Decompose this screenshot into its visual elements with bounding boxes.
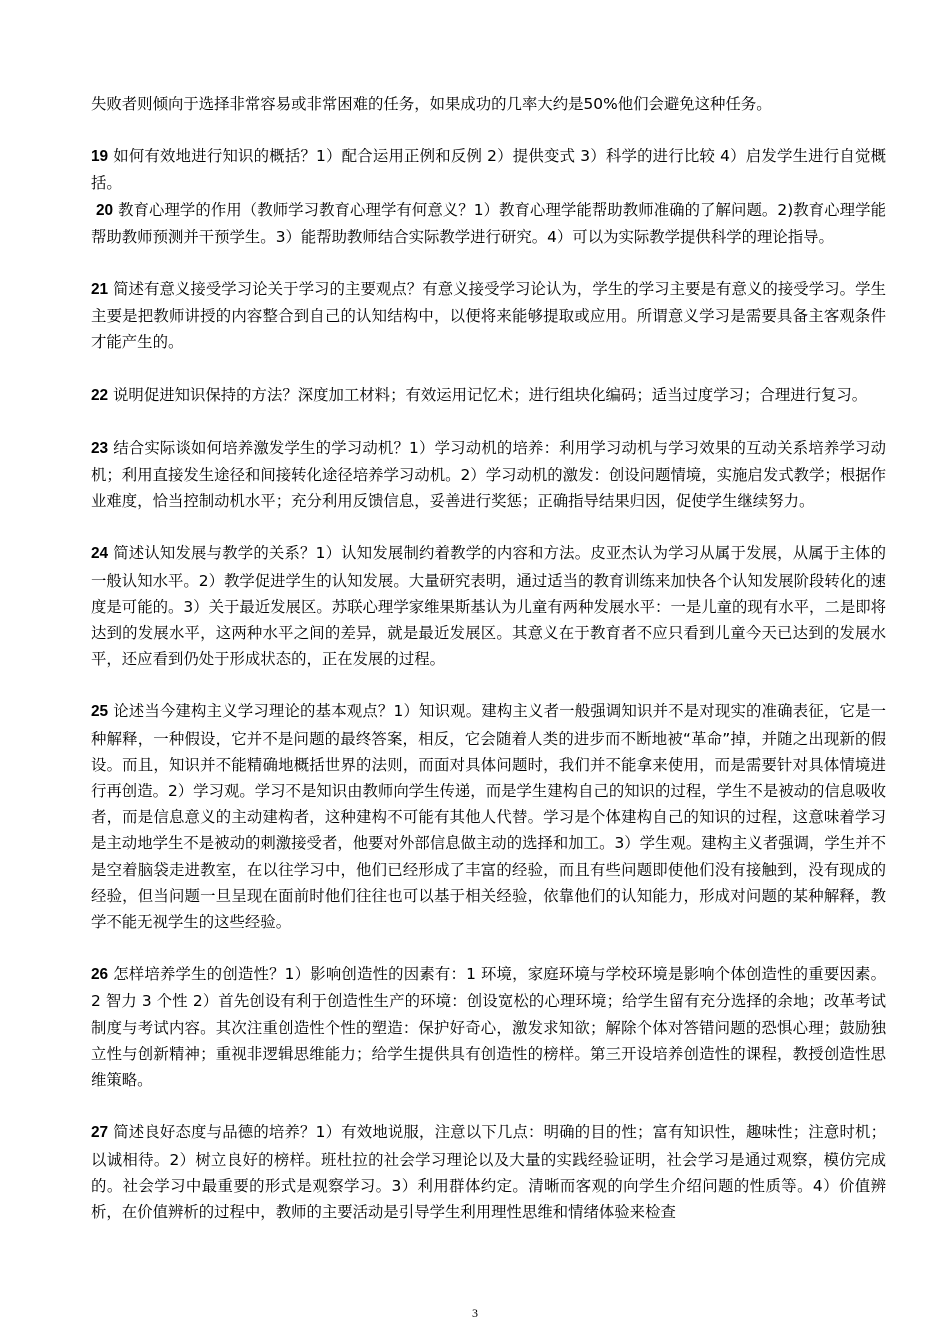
item-19 (91, 143, 886, 196)
item-text: 教育心理学的作用（教师学习教育心理学有何意义？1）教育心理学能帮助教师准确的了解问题。2)教育心理学能帮助教师预测并干预学生。3）能帮助教师结合实际教学进行研究。4）可以为实际教学提供科学的理论指导。 (91, 200, 886, 246)
item-23 (91, 435, 886, 515)
item-text: 简述良好态度与品德的培养？1）有效地说服，注意以下几点：明确的目的性；富有知识性，趣味性；注意时机；以诚相待。2）树立良好的榜样。班杜拉的社会学习理论以及大量的实践经验证明，社会学习是通过观察，模仿完成的。社会学习中最重要的形式是观察学习。3）利用群体约定。清晰而客观的向学生介绍问题的性质等。4）价值辨析，在价值辨析的过程中，教师的主要活动是引导学生利用理性思维和情绪体验来检查 (91, 1123, 886, 1221)
item-number: 20 (95, 201, 114, 219)
item-text: 论述当今建构主义学习理论的基本观点？1）知识观。建构主义者一般强调知识并不是对现实的准确表征，它是一种解释，一种假设，它并不是问题的最终答案，相反，它会随着人类的进步而不断地被“革命”掉，并随之出现新的假设。而且，知识并不能精确地概括世界的法则，而面对具体问题时，我们并不能拿来使用，而是需要针对具体情境进行再创造。2）学习观。学习不是知识由教师向学生传递，而是学生建构自己的知识的过程，学生不是被动的信息吸收者，而是信息意义的主动建构者，这种建构不可能有其他人代替。学习是个体建构自己的知识的过程，这意味着学习是主动地学生不是被动的刺激接受者，他要对外部信息做主动的选择和加工。3）学生观。建构主义者强调，学生并不是空着脑袋走进教室，在以往学习中，他们已经形成了丰富的经验，而且有些问题即使他们没有接触到，没有现成的经验，但当问题一旦呈现在面前时他们往往也可以基于相关经验，依靠他们的认知能力，形成对问题的某种解释，教学不能无视学生的这些经验。 (91, 702, 886, 932)
document-page (91, 91, 886, 1225)
item-number: 23 (91, 439, 109, 457)
page-number: 3 (472, 1306, 478, 1320)
item-25 (91, 698, 886, 935)
item-number: 27 (91, 1124, 109, 1142)
item-text: 简述认知发展与教学的关系？1）认知发展制约着教学的内容和方法。皮亚杰认为学习从属于发展，从属于主体的一般认知水平。2）教学促进学生的认知发展。大量研究表明，通过适当的教育训练来加快各个认知发展阶段转化的速度是可能的。3）关于最近发展区。苏联心理学家维果斯基认为儿童有两种发展水平：一是儿童的现有水平，二是即将达到的发展水平，这两种水平之间的差异，就是最近发展区。其意义在于教育者不应只看到儿童今天已达到的发展水平，还应看到仍处于形成状态的，正在发展的过程。 (91, 544, 886, 669)
item-text: 怎样培养学生的创造性？1）影响创造性的因素有：1 环境，家庭环境与学校环境是影响个体创造性的重要因素。2 智力 3 个性 2）首先创设有利于创造性生产的环境：创设宽松的心理环境；给学生留有充分选择的余地；改革考试制度与考试内容。其次注重创造性个性的塑造：保护好奇心，激发求知欲；解除个体对答错问题的恐惧心理；鼓励独立性与创新精神；重视非逻辑思维能力；给学生提供具有创造性的榜样。第三开设培养创造性的课程，教授创造性思维策略。 (91, 965, 886, 1090)
item-number: 22 (91, 386, 109, 404)
item-text: 如何有效地进行知识的概括？1）配合运用正例和反例 2）提供变式 3）科学的进行比较 4）启发学生进行自觉概括。 (91, 147, 886, 193)
item-20 (91, 197, 886, 250)
item-text: 简述有意义接受学习论关于学习的主要观点？有意义接受学习论认为，学生的学习主要是有意义的接受学习。学生主要是把教师讲授的内容整合到自己的认知结构中，以便将来能够提取或应用。所谓意义学习是需要具备主客观条件才能产生的。 (91, 280, 886, 352)
item-22 (91, 382, 886, 409)
item-text: 结合实际谈如何培养激发学生的学习动机？1）学习动机的培养：利用学习动机与学习效果的互动关系培养学习动机；利用直接发生途径和间接转化途径培养学习动机。2）学习动机的激发：创设问题情境，实施启发式教学；根据作业难度，恰当控制动机水平；充分利用反馈信息，妥善进行奖惩；正确指导结果归因，促使学生继续努力。 (91, 438, 886, 511)
item-number: 25 (91, 703, 109, 721)
item-27 (91, 1119, 886, 1225)
item-26 (91, 961, 886, 1093)
item-24 (91, 540, 886, 672)
item-text: 说明促进知识保持的方法？深度加工材料；有效运用记忆术；进行组块化编码；适当过度学习；合理进行复习。 (113, 385, 868, 404)
item-number: 24 (91, 545, 109, 563)
item-21 (91, 276, 886, 356)
intro-paragraph: 失败者则倾向于选择非常容易或非常困难的任务，如果成功的几率大约是50%他们会避免这种任务。 (91, 95, 772, 113)
item-number: 26 (91, 966, 109, 984)
item-number: 19 (91, 148, 109, 166)
item-number: 21 (91, 281, 109, 299)
